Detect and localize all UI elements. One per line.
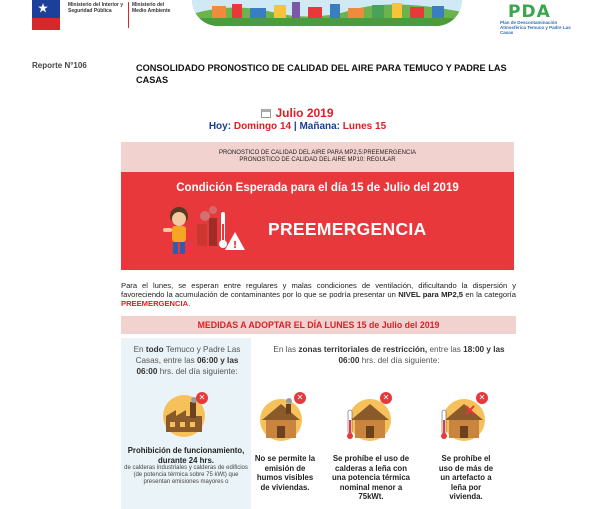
restriction-zone-intro: En las zonas territoriales de restricción, entre las 18:00 y las 06:00 hrs. del día siguiente:: [273, 345, 505, 365]
separator: |: [293, 121, 297, 132]
condition-level: PREEMERGENCIA: [268, 219, 427, 239]
city-banner-illustration: [192, 0, 462, 26]
ministry-interior-label: Ministerio del Interior y Seguridad Pública: [68, 2, 124, 14]
chile-flag-icon: [32, 0, 60, 30]
measure-wood-boilers: Se prohíbe el uso de calderas a leña con una potencia térmica nominal menor a 75kWt.: [332, 454, 410, 501]
tomorrow-label: Mañana:: [299, 121, 341, 132]
government-logo: [28, 0, 178, 36]
measure-wood-heaters: Se prohíbe el uso de más de un artefacto a leña por vivienda.: [438, 454, 494, 501]
today-value: Domingo 14: [233, 121, 292, 132]
paragraph-category: PREEMERGENCIA: [121, 299, 189, 308]
forecast-panel: [121, 142, 514, 172]
svg-text:!: !: [232, 240, 238, 251]
ministry-environment-label: Ministerio del Medio Ambiente: [132, 2, 171, 14]
paragraph-end: .: [188, 299, 191, 308]
today-label: Hoy:: [208, 121, 232, 132]
tomorrow-value: Lunes 15: [342, 121, 387, 132]
measures-heading: MEDIDAS A ADOPTAR EL DÍA LUNES 15 de Julio del 2019: [121, 316, 516, 334]
condition-title: Condición Esperada para el día 15 de Julio del 2019: [176, 182, 459, 194]
paragraph-text: Para el lunes, se esperan entre regulares y malas condiciones de ventilación, dificultando la dispersión y favoreciendo la acumulación de contaminantes por lo que se podría presentar un: [121, 281, 516, 299]
forecast-paragraph: [121, 281, 516, 308]
today-tomorrow-line: [0, 121, 595, 132]
forecast-mp10: PRONOSTICO DE CALIDAD DEL AIRE MP10: REGULAR: [239, 157, 396, 163]
forecast-mp25: PRONOSTICO DE CALIDAD DEL AIRE PARA MP2,5:PREEMERGENCIA: [218, 150, 417, 156]
document-title: CONSOLIDADO PRONOSTICO DE CALIDAD DEL AIRE PARA TEMUCO Y PADRE LAS CASAS: [136, 63, 507, 85]
calendar-icon: [261, 109, 271, 118]
report-month-text: Julio 2019: [275, 106, 334, 120]
prohibited-badge-icon: ✕: [380, 392, 392, 404]
prohibited-badge-icon: ✕: [476, 392, 488, 404]
paragraph-mid: en la categoría: [463, 290, 516, 299]
report-number: Reporte N°106: [32, 61, 87, 70]
measure-visible-smoke: No se permite la emisión de humos visibles de viviendas.: [254, 454, 316, 492]
pda-subtitle: Plan de Descontaminación Atmosférica Temuco y Padre Las Casas: [500, 20, 571, 35]
condition-panel: [121, 172, 514, 270]
citywide-intro: En todo Temuco y Padre Las Casas, entre las 06:00 y las 06:00 hrs. del día siguiente:: [133, 345, 241, 376]
pda-mark: PDA: [508, 2, 551, 22]
report-month: [0, 106, 595, 120]
measure-industrial-boilers: Prohibición de funcionamiento, durante 24 hrs. de calderas industriales y calderas de edificios (de potencia térmica sobre 75 kWt) que presentan emisiones mayores o: [124, 446, 248, 485]
paragraph-bold: NIVEL para MP2,5: [398, 290, 464, 299]
pda-logo: [486, 2, 576, 38]
preemergency-illustration-icon: [157, 202, 247, 260]
prohibited-badge-icon: ✕: [294, 392, 306, 404]
prohibited-badge-icon: ✕: [196, 392, 208, 404]
